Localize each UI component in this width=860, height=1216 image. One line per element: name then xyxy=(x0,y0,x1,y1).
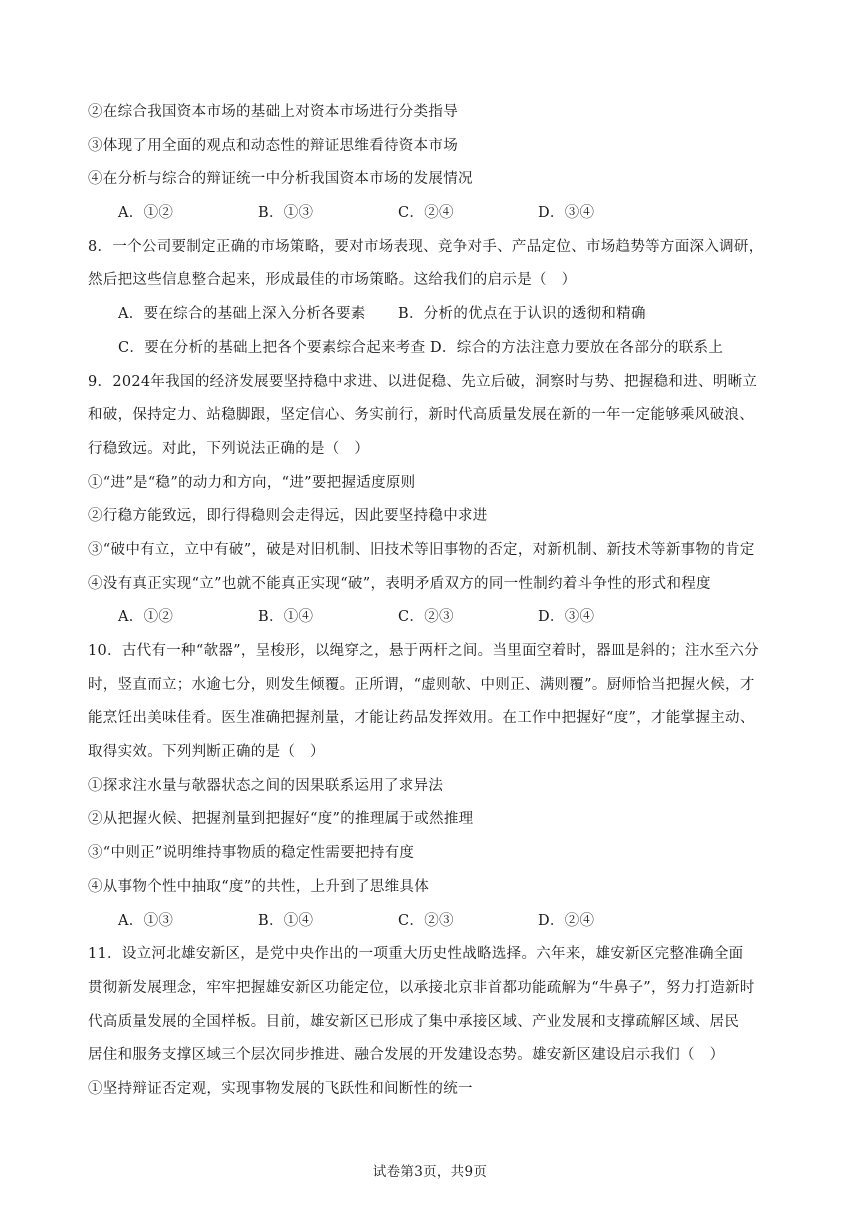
q9-stem-line-2: 和破，保持定力、站稳脚跟，坚定信心、务实前行，新时代高质量发展在新的一年一定能够乘风破浪、 xyxy=(88,407,754,424)
q10-stem-line-1: 10．古代有一种“欹器”，呈梭形，以绳穿之，悬于两杆之间。当里面空着时，器皿是斜的；注水至六分 xyxy=(88,643,759,659)
q11-stem-line-1: 11．设立河北雄安新区，是党中央作出的一项重大历史性战略选择。六年来，雄安新区完整准确全面 xyxy=(88,946,744,963)
page-content xyxy=(88,96,778,1107)
q7-statement-4: ④在分析与综合的辩证统一中分析我国资本市场的发展情况 xyxy=(88,171,473,188)
q8-options-row-1 xyxy=(88,298,778,332)
q10-option-c[interactable]: C．②③ xyxy=(398,912,454,929)
q8-option-d[interactable]: D．综合的方法注意力要放在各部分的联系上 xyxy=(430,339,724,356)
q9-option-a[interactable]: A．①② xyxy=(118,609,174,626)
q8-option-c[interactable]: C．要在分析的基础上把各个要素综合起来考查 xyxy=(118,339,426,356)
q9-stem-line-1: 9．2024年我国的经济发展要坚持稳中求进、以进促稳、先立后破，洞察时与势、把握稳和进、明晰立 xyxy=(88,373,758,390)
q11-stem-line-4: 居住和服务支撑区域三个层次同步推进、融合发展的开发建设态势。雄安新区建设启示我们（ ） xyxy=(88,1047,725,1064)
q9-statement-4: ④没有真正实现“立”也就不能真正实现“破”，表明矛盾双方的同一性制约着斗争性的形式和程度 xyxy=(88,575,711,592)
q9-statement-1: ①“进”是“稳”的动力和方向，“进”要把握适度原则 xyxy=(88,474,416,491)
q9-statement-2: ②行稳方能致远，即行得稳则会走得远，因此要坚持稳中求进 xyxy=(88,508,488,525)
q9-options xyxy=(88,601,778,635)
q7-statement-2: ②在综合我国资本市场的基础上对资本市场进行分类指导 xyxy=(88,104,458,120)
q11-stem-line-2: 贯彻新发展理念，牢牢把握雄安新区功能定位，以承接北京非首都功能疏解为“牛鼻子”，努力打造新时 xyxy=(88,979,755,996)
q9-stem-line-3: 行稳致远。对此，下列说法正确的是（ ） xyxy=(88,440,370,457)
q10-statement-4: ④从事物个性中抽取“度”的共性，上升到了思维具体 xyxy=(88,878,430,895)
q8-options-row-2 xyxy=(88,332,778,366)
q7-option-d[interactable]: D．③④ xyxy=(538,205,595,222)
q8-option-a[interactable]: A．要在综合的基础上深入分析各要素 xyxy=(118,306,366,323)
q11-stem-line-3: 代高质量发展的全国样板。目前，雄安新区已形成了集中承接区域、产业发展和支撑疏解区域、居民 xyxy=(88,1013,740,1030)
q7-options xyxy=(88,197,778,231)
q10-stem-line-3: 能烹饪出美味佳肴。医生准确把握剂量，才能让药品发挥效用。在工作中把握好“度”，才能掌握主动、 xyxy=(88,710,755,727)
q7-option-a[interactable]: A．①② xyxy=(118,205,174,222)
page-footer: 试卷第3页，共9页 xyxy=(372,1164,488,1180)
q10-statement-1: ①探求注水量与欹器状态之间的因果联系运用了求异法 xyxy=(88,777,444,794)
q7-statement-3: ③体现了用全面的观点和动态性的辩证思维看待资本市场 xyxy=(88,137,458,154)
q10-statement-3: ③“中则正”说明维持事物质的稳定性需要把持有度 xyxy=(88,845,415,862)
q9-option-b[interactable]: B．①④ xyxy=(258,609,314,626)
q10-stem-line-4: 取得实效。下列判断正确的是（ ） xyxy=(88,744,325,761)
q11-statement-1: ①坚持辩证否定观，实现事物发展的飞跃性和间断性的统一 xyxy=(88,1080,473,1097)
q8-stem-line-2: 然后把这些信息整合起来，形成最佳的市场策略。这给我们的启示是（ ） xyxy=(88,272,577,289)
q9-option-c[interactable]: C．②③ xyxy=(398,609,454,626)
q10-statement-2: ②从把握火候、把握剂量到把握好“度”的推理属于或然推理 xyxy=(88,811,474,828)
q7-option-b[interactable]: B．①③ xyxy=(258,205,314,222)
q10-option-a[interactable]: A．①③ xyxy=(118,912,174,929)
q7-option-c[interactable]: C．②④ xyxy=(398,205,454,222)
q10-option-d[interactable]: D．②④ xyxy=(538,912,595,929)
q9-statement-3: ③“破中有立，立中有破”，破是对旧机制、旧技术等旧事物的否定，对新机制、新技术等新事物的肯定 xyxy=(88,541,755,558)
q10-option-b[interactable]: B．①④ xyxy=(258,912,314,929)
q9-option-d[interactable]: D．③④ xyxy=(538,609,595,626)
q8-option-b[interactable]: B．分析的优点在于认识的透彻和精确 xyxy=(398,306,646,323)
q10-stem-line-2: 时，竖直而立；水逾七分，则发生倾覆。正所谓，“虚则欹、中则正、满则覆”。厨师恰当把握火候，才 xyxy=(88,676,755,693)
q10-options xyxy=(88,905,778,939)
q8-stem-line-1: 8．一个公司要制定正确的市场策略，要对市场表现、竞争对手、产品定位、市场趋势等方面深入调研， xyxy=(88,238,764,255)
